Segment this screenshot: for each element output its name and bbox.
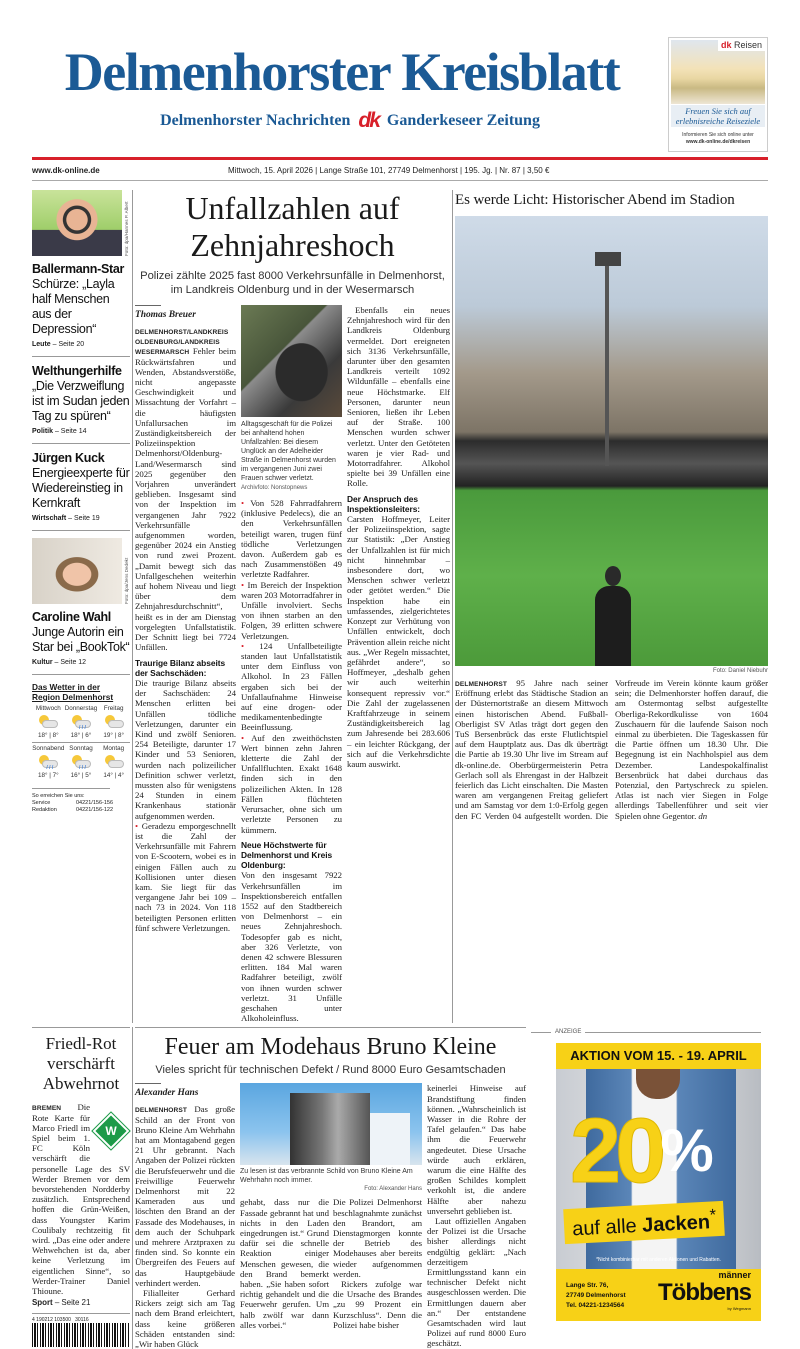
ad-percent: 20% [570,1100,708,1203]
divider [32,530,130,531]
weather-day [97,745,130,782]
page-content [32,184,768,1349]
bottom-row [32,1027,768,1349]
teaser-text: Junge Autorin ein Star bei „BookTok“ [32,625,130,654]
dk-reisen-badge: dk Reisen [718,40,765,51]
lead-headline[interactable]: Unfallzahlen auf Zehnjahreshoch [185,190,400,263]
stadium-headline[interactable]: Es werde Licht: Historischer Abend im Stadion [455,192,735,208]
website-link[interactable]: www.dk-online.de [32,166,100,175]
fire-photo-caption: Zu lesen ist das verbrannte Schild von Bruno Kleine Am Wehrhahn noch immer. Foto: Alexander Hans [240,1168,422,1193]
lead-byline: Thomas Breuer [135,305,236,321]
weather-box [32,682,130,784]
masthead-subline [140,110,560,132]
stadium-photo[interactable] [455,216,768,666]
lead-columns [135,305,450,1023]
teaser-kuck[interactable] [32,451,130,523]
weather-day [32,745,65,782]
travel-ad-box[interactable] [668,37,768,152]
rain-cloud-icon: / / / [70,715,92,730]
fire-inner-columns [240,1197,422,1330]
weather-temp: 14° | 4° [103,772,124,779]
grey-divider [32,180,768,181]
teaser-photo-ballermann[interactable] [32,190,122,256]
fire-headline[interactable]: Feuer am Modehaus Bruno Kleine [164,1034,497,1061]
teaser-text: Energieexperte für Wiedereinstieg in Kernkraft [32,466,130,510]
travel-slogan: Freuen Sie sich auf erlebnisreiche Reiseziele [671,105,765,127]
lead-column-1: Thomas Breuer DELMENHORST/LANDKREIS OLDENBURG/LANDKREIS WESERMARSCH Fehler beim Rückwärtsfahren und Wenden, Abstandsverstöße, nicht angepasste Geschwindigkeit und Missachtung der Vorfahrt – die häufigsten Unfallursachen im Zuständigkeitsbereich der Polizeiinspektion Delmenhorst/Oldenburg-Land/Wesermarsch sind 2025 gegenüber den Vorjahren unverändert geblieben. Insgesamt sind von der Inspektion im vergangenen Jahr 7922 Verkehrsunfälle aufgenommen worden, gegenüber 2024 ein Anstieg von rund zwei Prozent. „Damit bewegt sich das Unfallgeschehen weiterhin auf hohem Niveau und liegt über dem Zehnjahresdurchschnitt“, heißt es in der am Dienstag vorgelegten Unfallstatistik. Der Schnitt liegt bei 7724 Unfällen. Traurige Bilanz abseits der Sachschäden: Die traurige Bilanz abseits der Sachschäden: 24 Menschen erlitten bei Unfällen tödliche Verletzungen, darunter ein Kind und zwölf Senioren. 254 Beteiligte, darunter 17 Kinder und 53 Senioren, wurden nach polizeilicher Definition schwer verletzt, mussten also für wenigstens 24 Stunden in einem Krankenhaus stationär aufgenommen werden. • Geradezu emporgeschnellt ist die Zahl der Verkehrsunfälle mit Fahrern von E-Scootern, wobei es in einigen Fällen auch zu Kollisionen unter diesen kam. Sie liegt für das vergangene Jahr bei 109 – nach 73 in 2024. Von 118 beteiligten Personen erlitten fünf schwere Verletzungen. [135,305,236,1023]
red-divider [32,157,768,160]
teaser-wahl[interactable] [32,610,130,667]
rain-cloud-icon: / / / [37,755,59,770]
ad-address: Lange Str. 76, 27749 Delmenhorst Tel. 04221-1234564 [566,1282,626,1310]
weather-day-label: Sonntag [69,745,93,752]
divider [32,674,130,675]
sport-teaser [32,1027,130,1349]
barcode: 4 190212 103500 30116 [32,1317,130,1347]
fire-column-2: gehabt, dass nur die Fassade gebrannt hat und nichts in den Laden eingedrungen ist.“ Grund dafür sei die schnelle Reaktion einiger Menschen gewesen, die den Brand bemerkt haben. „Sie haben sofort richtig gehandelt und die Feuerwehr gerufen. Um halb zwölf war dann alles vorbei.“ [240,1197,329,1330]
werder-bremen-logo: W [92,1112,130,1158]
subtitle-right: Ganderkeseer Zeitung [386,112,540,129]
sport-section: Sport – Seite 21 [32,1298,91,1308]
divider [32,356,130,357]
divider [32,443,130,444]
ad-label: ANZEIGE [555,1029,582,1036]
weather-temp: 16° | 5° [70,772,92,779]
sun-cloud-icon [103,755,125,770]
weather-day [97,705,130,743]
travel-info: Informieren Sie sich online unter www.dk-online.de/dkreisen [682,132,754,145]
weather-title: Das Wetter in der Region Delmenhorst [32,682,114,702]
ad-area [526,1027,761,1349]
divider [32,788,110,789]
fire-article [135,1027,526,1349]
teaser-photo-ballermann-wrap [32,190,130,256]
ad-banner: AKTION VOM 15. - 19. APRIL [570,1048,747,1064]
fire-subhead: Vieles spricht für technischen Defekt / Rund 8000 Euro Gesamtschaden [155,1064,506,1077]
teaser-photo-wahl[interactable] [32,538,122,604]
toebbens-logo: männer Többens by Wegmann [658,1270,751,1312]
top-row [32,184,768,1023]
sport-headline[interactable]: Friedl-Rot verschärft Abwehrnot [42,1034,120,1094]
travel-url[interactable]: www.dk-online.de/dkreisen [685,139,751,145]
weather-temp: 18° | 7° [37,772,59,779]
dk-logo: dk [358,109,379,132]
weather-day-label: Montag [103,745,125,752]
contact-box [32,793,130,814]
weather-temp: 19° | 8° [103,732,124,739]
weather-day-label: Donnerstag [64,705,98,712]
teaser-section: Politik – Seite 14 [32,428,87,435]
page-header [0,0,800,184]
sport-body: W BREMEN Die Rote Karte für Marco Friedl im Spiel beim 1. FC Köln verschärft die personelle Lage des SV Werder Bremen vor dem bevorstehenden Nordderby zusätzlich. Entsprechend hoffen die Grün-Weißen, dass Youngster Karim Coulibaly rechtzeitig fit wird. „Das eine oder andere Wehwehchen ist da, aber keine Verletzung im eigentlichen Sinne“, so Werder-Trainer Daniel Thioune. Sport – Seite 21 [32,1102,130,1308]
lead-column-2-text: • Von 528 Fahrradfahrern (inklusive Pedelecs), die an den Verkehrsunfällen beteiligt waren, trugen fünf tödliche Verletzungen davon. Außerdem gab es nach Zusammenstößen 49 verletzte Radfahrer. • Im Bereich der Inspektion waren 203 Motorradfahrer in Unfälle involviert. Sechs von ihnen starben an den Folgen, 39 erlitten schwere Verletzungen. • 124 Unfallbeteiligte standen laut Unfallstatistik unter dem Einfluss von Alkohol. In 23 Fällen ergaben sich bei der Unfallaufnahme Hinweise auf eine drogen- oder medikamentenbedingte Beeinflussung. • Auf den zweithöchsten Wert binnen zehn Jahren kletterte die Zahl der Unfallfluchten. Exakt 1648 finden sich in den polizeilichen Akten. In 128 Fällen flüchteten Verursacher, ohne sich um verletzte Personen zu kümmern. Neue Höchstwerte für Delmenhorst und Kreis Oldenburg: Von den insgesamt 7922 Verkehrsunfällen im Inspektionsbereich entfallen 1552 auf den Stadtbereich von Delmenhorst – ein neues Zehnjahreshoch. Todesopfer gab es nicht, aber 326 Verletzte, von denen 42 schwere Blessuren erlitten. 184 Mal waren Radfahrer beteiligt, zwölf von ihnen wurden schwer verletzt. 31 Unfälle geschahen unter Alkoholeinfluss. [241,498,343,1024]
weather-day-label: Freitag [103,705,124,712]
stadium-photo-credit: Foto: Daniel Niebuhr [712,668,768,674]
teaser-ballermann[interactable] [32,262,130,349]
fire-byline: Alexander Hans [135,1083,235,1099]
fire-column-1: Alexander Hans DELMENHORST Das große Schild an der Front von Bruno Kleine Am Wehrhahn hat am Montagabend gegen 21 Uhr gebrannt. Nach Angaben der Polizei rückten die Berufsfeuerwehr und die Freiwillige Feuerwehr Delmenhorst mit 22 Kameraden aus und löschten den Brand an der Fassade des Modehauses, in dem auch der Schuhpark und mehrere Arztpraxen zu finden sind. So konnte ein Übergreifen des Feuers auf das Hauptgebäude verhindert werden. Filialleiter Gerhard Rickers zeigt sich am Tag nach dem Brand erleichtert, dass keine größeren Schäden entstanden sind: „Wir haben Glück [135,1083,235,1349]
teaser-photo-wahl-wrap [32,538,130,604]
article-dateline: DELMENHORST/LANDKREIS OLDENBURG/LANDKREIS WESERMARSCH [135,329,229,357]
ad-offer: auf alle Jacken* [563,1201,725,1244]
weather-day [32,705,65,743]
ad-disclaimer: *Nicht kombinierbar mit anderen Aktionen und Rabatten. [596,1257,721,1264]
weather-day [65,745,98,782]
lead-article [135,190,450,1023]
photo-credit: Archivfoto: Nonstopnews [241,485,308,491]
weather-day-label: Sonnabend [32,745,65,752]
teaser-text: Schürze: „Layla half Menschen aus der Depression“ [32,277,115,336]
teaser-head: Ballermann-Star [32,262,125,276]
lead-column-2 [241,305,342,1023]
fire-columns [135,1083,526,1349]
contact-row: Redaktion 04221/156-122 [32,807,114,813]
toebbens-ad[interactable] [556,1043,761,1321]
teaser-welthungerhilfe[interactable] [32,364,130,436]
photo-credit: Foto: dpa/Hannes P. Albert [124,201,129,256]
weather-temp: 18° | 8° [37,732,59,739]
lead-column-3: Ebenfalls ein neues Zehnjahreshoch wird für den Landkreis Oldenburg vermeldet. Dort ereigneten sich 3136 Verkehrsunfälle, darunter über den gesamten Landkreis verteilt 1092 Wildunfälle – ebenfalls eine neue Höchstmarke. Elf Personen, darunter neun Senioren, ließen ihr Leben auf der Straße. 100 Menschen wurden schwer verletzt. Unter den Getöteten waren je vier Rad- und Motorradfahrer. Alkohol spielte bei 39 Unfällen eine Rolle. Der Anspruch des Inspektionsleiters: Carsten Hoffmeyer, Leiter der Polizeiinspektion, sagte zur Statistik: „Der Anstieg der Unfallzahlen ist für mich nicht hinnehmbar – insbesondere dort, wo Menschen schwer verletzt oder getötet werden.“ Die Inspektion habe ein umfassendes, zielgerichtetes Konzept zur Verhütung von Unfällen entwickelt, doch Prävention allein reiche nicht aus. „Wer Regeln missachtet, gefährdet andere“, so Hoffmeyer, „deshalb gehen wir auch weiterhin konsequent repressiv vor.“ Die Zahl der zugelassenen Kraftfahrzeuge in seinem Zuständigkeitsbereich lag zum Jahresende bei 283.606 – ein leichter Rückgang, der sich auf die Verkehrsdichte kaum auswirkt. [347,305,450,769]
fire-middle [240,1083,422,1349]
rain-cloud-icon: / / / [70,755,92,770]
weather-forecast [32,705,130,784]
lead-subhead: Polizei zählte 2025 fast 8000 Verkehrsunfälle in Delmenhorst, im Landkreis Oldenburg und in der Wesermarsch [140,270,445,296]
contact-row: Service 04221/156-156 [32,800,114,806]
teaser-head: Jürgen Kuck [32,451,105,465]
accident-photo-caption: Alltagsgeschäft für die Polizei bei anhaltend hohen Unfallzahlen: Bei diesem Unglück an der Adelheider Straße in Delmenhorst wurden im vergangenen Juni zwei Frauen schwer verletzt. Archivfoto: Nonstopnews [241,421,336,491]
fire-photo[interactable] [240,1083,422,1165]
weather-temp: 18° | 6° [70,732,92,739]
newspaper-title: Delmenhorster Kreisblatt [64,42,620,102]
author-signature: dn [698,810,708,821]
teaser-head: Caroline Wahl [32,610,111,624]
weather-day [65,705,98,743]
teaser-head: Welthungerhilfe [32,364,122,378]
teaser-text: „Die Verzweiflung ist im Sudan jeden Tag zu spüren“ [32,379,130,423]
fire-column-4: keinerlei Hinweise auf Brandstiftung finden können. „Wahrscheinlich ist Wasser in die Rohre der Tafel gelaufen.“ Das habe ihm die Feuerwehr angedeutet. Diese Ursache würde auch erklären, warum die eine Hälfte des großen Schildes komplett verkohlt ist, die andere Hälfte aber nahezu unversehrt geblieben ist. Laut offiziellen Angaben der Polizei ist die Ursache bisher allerdings nicht endgültig geklärt: „Nach derzeitigem Ermittlungsstand kann ein technischer Defekt nicht ausgeschlossen werden. Die Ermittlungen dauern aber an.“ Der entstandene Gesamtschaden wird laut Polizei auf rund 8000 Euro geschätzt. [427,1083,526,1349]
sidebar [32,190,130,1023]
teaser-section: Leute – Seite 20 [32,341,85,348]
divider [32,1313,130,1314]
ad-label-row [531,1027,761,1037]
teaser-section: Kultur – Seite 12 [32,659,87,666]
teaser-section: Wirtschaft – Seite 19 [32,515,100,522]
sun-cloud-icon [37,715,59,730]
accident-photo[interactable] [241,305,342,417]
stadium-article [455,190,768,1023]
contact-title: So erreichen Sie uns: [32,793,85,799]
sun-cloud-icon [103,715,125,730]
fire-column-3: Die Polizei Delmenhorst beschlagnahmte zunächst den Brandort, am Dienstagmorgen konnte der Betrieb des Modehauses aber bereits wieder aufgenommen werden. Rickers zufolge war die Ursache des Brandes „zu 99 Prozent ein Kurzschluss“. Denn die Polizei habe bisher [333,1197,422,1330]
photo-credit: Foto: dpa/Jens Dedekt [124,557,129,604]
subtitle-left: Delmenhorster Nachrichten [160,112,351,129]
issue-info: Mittwoch, 15. April 2026 | Lange Straße 101, 27749 Delmenhorst | 195. Jg. | Nr. 87 | 3,50 € [228,166,550,175]
photo-credit: Foto: Alexander Hans [364,1186,422,1193]
weather-day-label: Mittwoch [35,705,61,712]
stadium-body: DELMENHORST 95 Jahre nach seiner Eröffnung erlebt das Städtische Stadion an der Düsternortstraße an diesem Mittwoch einen historischen Abend. Fußball-Oberligist SV Atlas trägt dort gegen den TuS Bersenbrück das erste Flutlichtspiel auf dem Hauptplatz aus. Das dk überträgt die Partie ab 19.30 Uhr live im Stream auf dk-online.de. Oberbürgermeisterin Petra Gerlach soll als Ehrengast in der Halbzeit feierlich das Licht einschalten. Die Masten waren am vergangenen Freitag geliefert und am Samstag vor dem 1:0-Erfolg gegen den FC Verden 04 aufgestellt worden. Die Vorfreude im Verein könnte kaum größer sein; die Delmenhorster hoffen darauf, die am Ostermontag selbst aufgestellte Oberliga-Rekordkulisse von 1604 Zuschauern für die laufende Saison noch einmal zu überbieten. Die Tageskassen für die Partie öffnen um 18.30 Uhr. Die Begegnung ist ein Nachholspiel aus dem Dezember. Landespokalfinalist Bersenbrück hat dabei durchaus das Potenzial, den Partyschreck zu spielen. Atlas ist nach vier Siegen in Folge allerdings Tabellenführer und seit vier Spielen ohne Gegentor. dn [455,678,768,821]
